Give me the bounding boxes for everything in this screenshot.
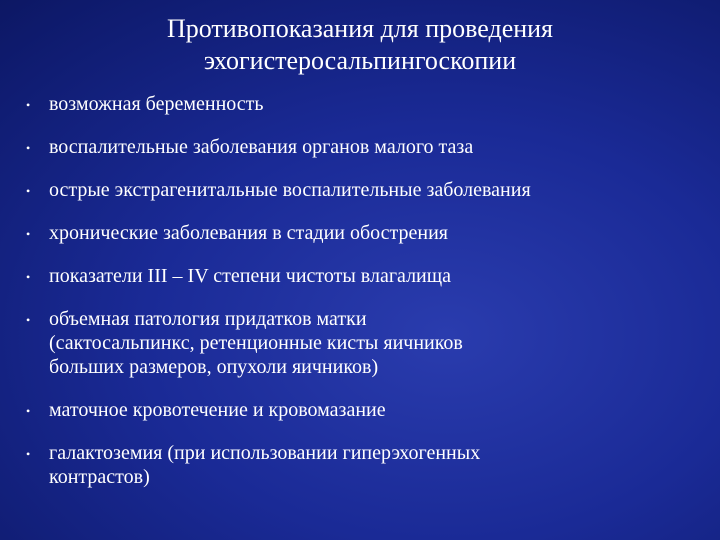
list-item <box>24 178 714 202</box>
item-text-line-3: больших размеров, опухоли яичников) <box>49 356 379 378</box>
bullet-icon: • <box>26 404 31 418</box>
item-text-line-2: контрастов) <box>49 466 150 488</box>
bullet-icon: • <box>26 313 31 327</box>
item-text: воспалительные заболевания органов малого таза <box>49 136 474 158</box>
bullet-icon: • <box>26 141 31 155</box>
item-text-line-2: (сактосальпинкс, ретенционные кисты яичников <box>49 332 463 354</box>
list-item <box>24 221 714 245</box>
list-item <box>24 398 714 422</box>
list-item <box>24 441 714 489</box>
bullet-icon: • <box>26 447 31 461</box>
contraindications-list <box>24 92 714 508</box>
bullet-icon: • <box>26 227 31 241</box>
list-item <box>24 307 714 379</box>
title-line-1: Противопоказания для проведения <box>166 14 554 43</box>
list-item <box>24 92 714 116</box>
list-item <box>24 264 714 288</box>
item-text-line-1: галактоземия (при использовании гиперэхогенных <box>49 442 481 464</box>
list-item <box>24 135 714 159</box>
item-text: острые экстрагенитальные воспалительные заболевания <box>49 179 531 201</box>
item-text: хронические заболевания в стадии обострения <box>49 222 449 244</box>
slide-title <box>60 13 660 77</box>
bullet-icon: • <box>26 98 31 112</box>
bullet-icon: • <box>26 184 31 198</box>
item-text: возможная беременность <box>49 93 264 115</box>
item-text-line-1: объемная патология придатков матки <box>49 308 367 330</box>
item-text: показатели III – IV степени чистоты влагалища <box>49 265 452 287</box>
item-text: маточное кровотечение и кровомазание <box>49 399 386 421</box>
title-line-2: эхогистеросальпингоскопии <box>203 46 517 75</box>
bullet-icon: • <box>26 270 31 284</box>
